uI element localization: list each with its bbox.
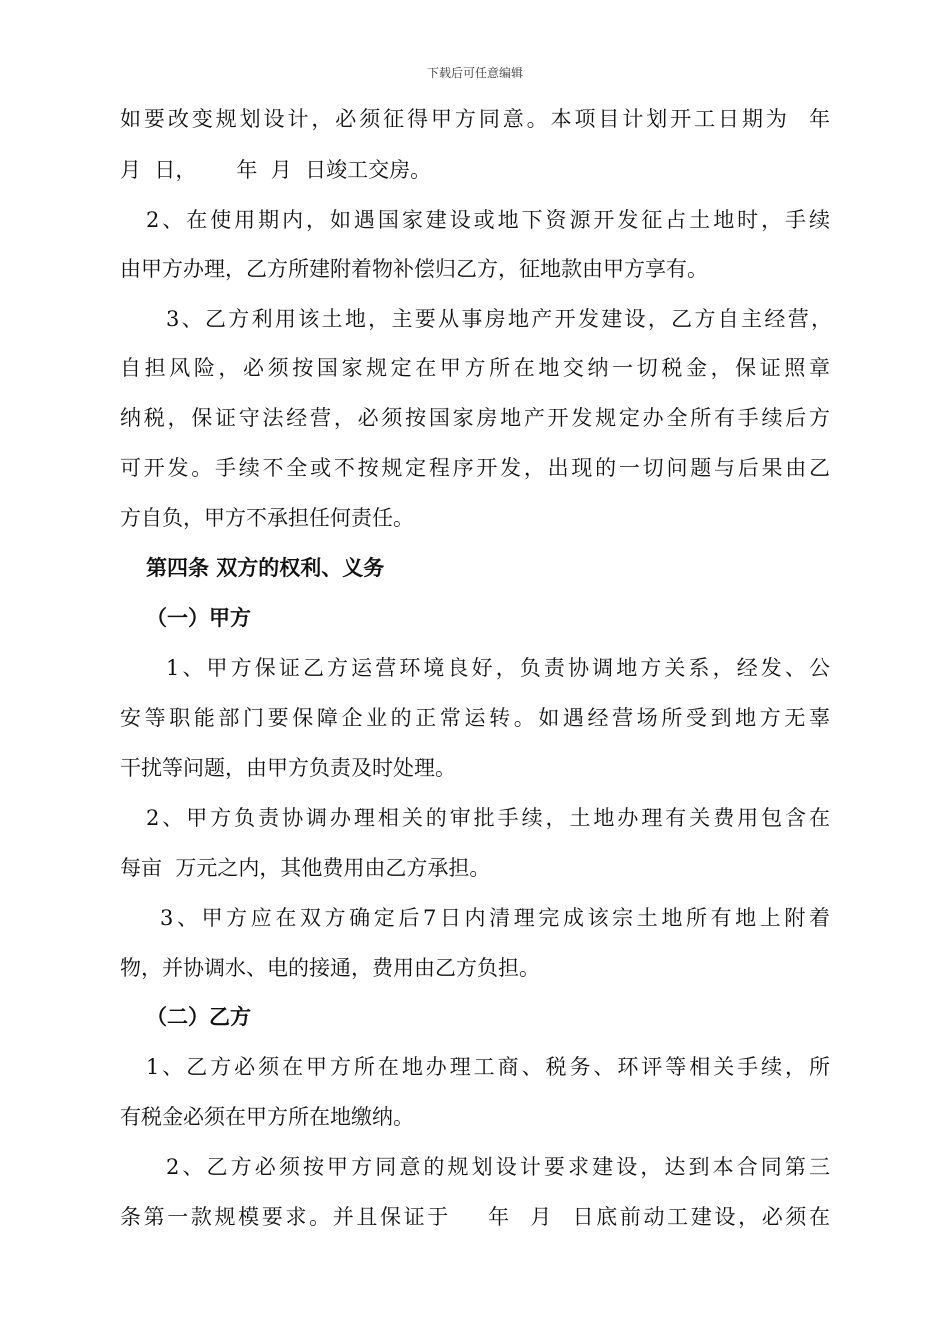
text-line: 有税金必须在甲方所在地缴纳。 <box>120 1105 414 1129</box>
text-line: 自担风险，必须按国家规定在甲方所在地交纳一切税金，保证照章 <box>120 356 830 380</box>
text-line: 1、乙方必须在甲方所在地办理工商、税务、环评等相关手续，所 <box>146 1055 830 1079</box>
section-heading: 第四条 双方的权利、义务 <box>146 555 385 580</box>
text-line: 可开发。手续不全或不按规定程序开发，出现的一切问题与后果由乙 <box>120 456 830 480</box>
text-line: 3、甲方应在双方确定后7日内清理完成该宗土地所有地上附着 <box>160 906 830 930</box>
text-line: 纳税，保证守法经营，必须按国家房地产开发规定办全所有手续后方 <box>120 406 830 430</box>
text-line: 2、乙方必须按甲方同意的规划设计要求建设，达到本合同第三 <box>166 1155 830 1179</box>
text-line: 每亩 万元之内，其他费用由乙方承担。 <box>120 856 491 880</box>
text-line: 2、在使用期内，如遇国家建设或地下资源开发征占土地时，手续 <box>146 208 830 232</box>
text-line: 如要改变规划设计，必须征得甲方同意。本项目计划开工日期为 年 <box>120 107 830 131</box>
text-line: 物，并协调水、电的接通，费用由乙方负担。 <box>120 956 540 980</box>
text-line: 2、甲方负责协调办理相关的审批手续，土地办理有关费用包含在 <box>146 806 830 830</box>
text-line: 条第一款规模要求。并且保证于 年 月 日底前动工建设，必须在 <box>120 1205 830 1229</box>
page-header: 下载后可任意编辑 <box>426 66 523 80</box>
text-line: 安等职能部门要保障企业的正常运转。如遇经营场所受到地方无辜 <box>120 706 830 730</box>
text-line: 3、乙方利用该土地，主要从事房地产开发建设，乙方自主经营， <box>166 307 832 331</box>
subsection-heading: （一）甲方 <box>146 605 251 630</box>
text-line: 方自负，甲方不承担任何责任。 <box>120 506 414 530</box>
text-line: 月 日， 年 月 日竣工交房。 <box>120 158 432 182</box>
text-line: 1、甲方保证乙方运营环境良好，负责协调地方关系，经发、公 <box>166 656 830 680</box>
text-line: 由甲方办理，乙方所建附着物补偿归乙方，征地款由甲方享有。 <box>120 257 708 281</box>
text-line: 干扰等问题，由甲方负责及时处理。 <box>120 756 456 780</box>
subsection-heading: （二）乙方 <box>146 1004 251 1029</box>
